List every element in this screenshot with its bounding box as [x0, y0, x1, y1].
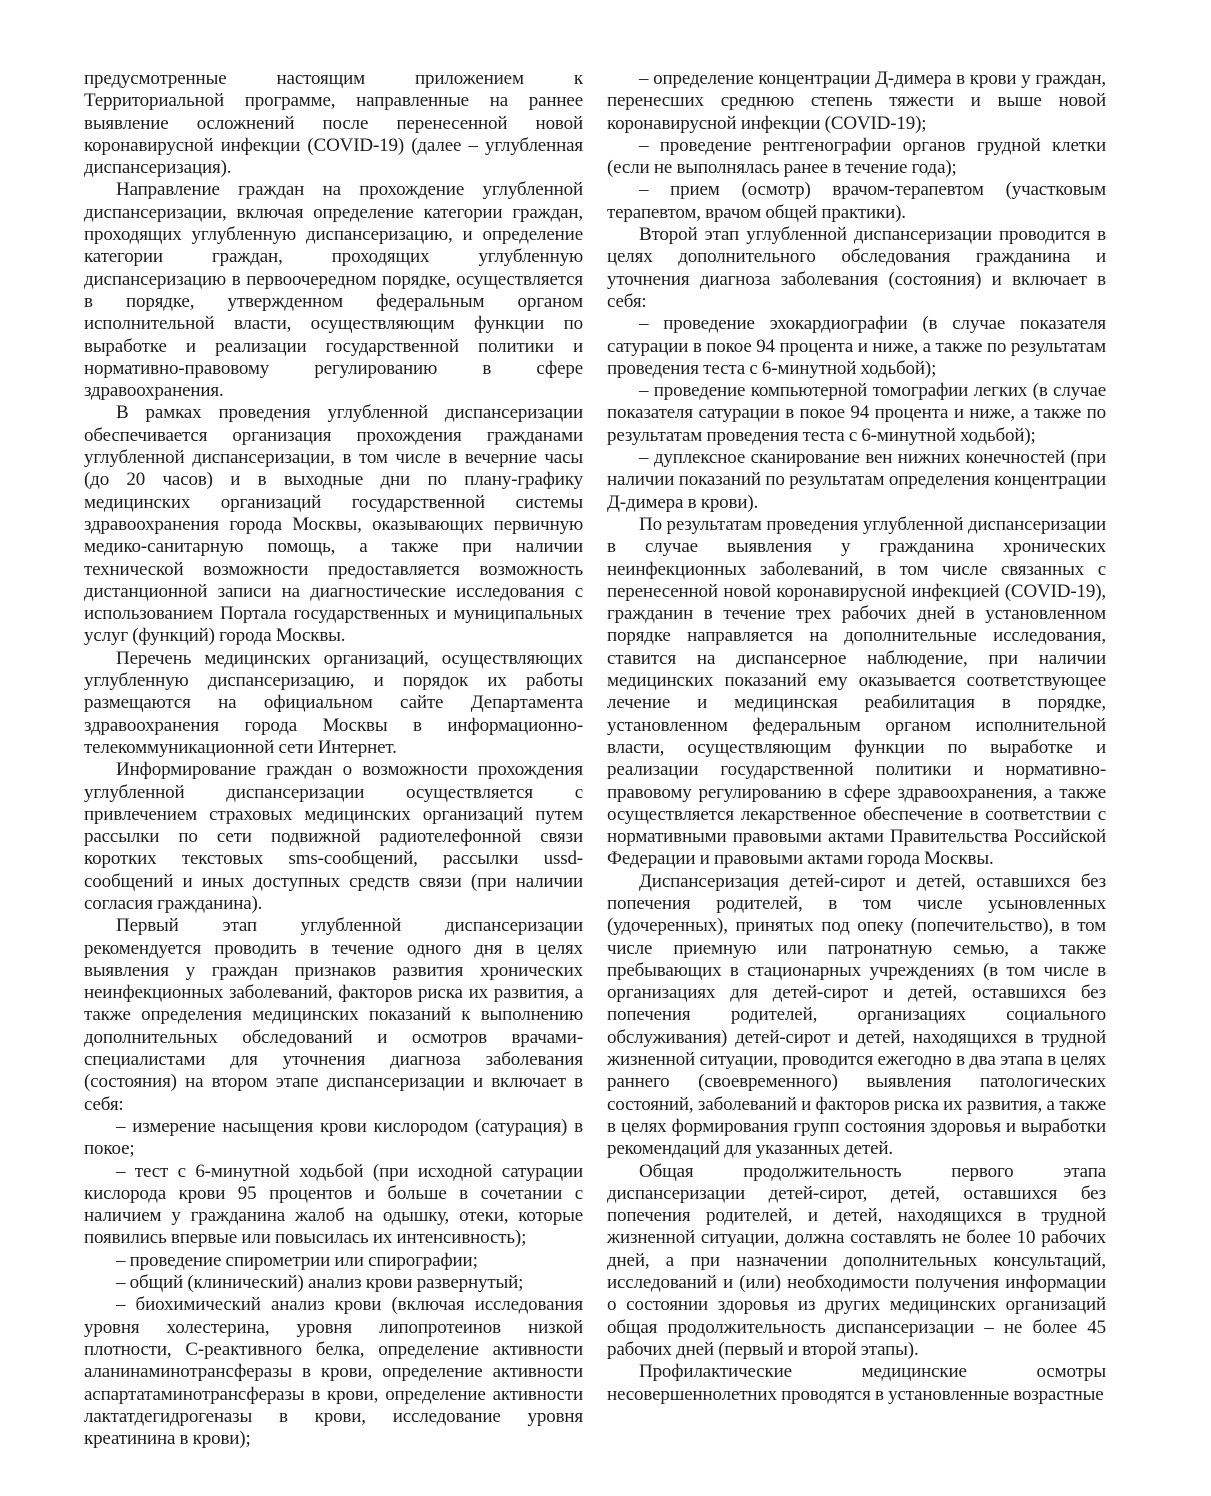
- paragraph: Информирование граждан о возможности прохождения углубленной диспансеризации осуществляется с привлечением страховых медицинских организаций путем рассылки по сети подвижной радиотелефонной связи коротких текстовых sms-сообщений, рассылки ussd-сообщений и иных доступных средств связи (при наличии согласия гражданина).: [84, 759, 583, 914]
- paragraph: – проведение компьютерной томографии легких (в случае показателя сатурации в покое 94 процента и ниже, а также по результатам проведения теста с 6-минутной ходьбой);: [607, 380, 1106, 446]
- paragraph: Профилактические медицинские осмотры несовершеннолетних проводятся в установленные возрастные: [607, 1361, 1106, 1405]
- two-column-text-block: [84, 68, 1106, 1450]
- paragraph: – биохимический анализ крови (включая исследования уровня холестерина, уровня липопротеинов низкой плотности, С-реактивного белка, определение активности аланинаминотрансферазы в крови, определение активности аспартатаминотрансферазы в крови, определение активности лактатдегидрогеназы в крови, исследование уровня креатинина в крови);: [84, 1294, 583, 1450]
- paragraph: – тест с 6-минутной ходьбой (при исходной сатурации кислорода крови 95 процентов и больше в сочетании с наличием у гражданина жалоб на одышку, отеки, которые появились впервые или повысилась их интенсивность);: [84, 1160, 583, 1249]
- right-column: [607, 68, 1106, 1450]
- paragraph: предусмотренные настоящим приложением к Территориальной программе, направленные на раннее выявление осложнений после перенесенной новой коронавирусной инфекции (COVID-19) (далее – углубленная диспансеризация).: [84, 68, 583, 179]
- paragraph: Первый этап углубленной диспансеризации рекомендуется проводить в течение одного дня в целях выявления у граждан признаков развития хронических неинфекционных заболеваний, факторов риска их развития, а также определения медицинских показаний к выполнению дополнительных обследований и осмотров врачами-специалистами для уточнения диагноза заболевания (состояния) на втором этапе диспансеризации и включает в себя:: [84, 915, 583, 1115]
- paragraph: По результатам проведения углубленной диспансеризации в случае выявления у гражданина хронических неинфекционных заболеваний, в том числе связанных с перенесенной новой коронавирусной инфекцией (COVID-19), гражданин в течение трех рабочих дней в установленном порядке направляется на дополнительные исследования, ставится на диспансерное наблюдение, при наличии медицинских показаний ему оказывается соответствующее лечение и медицинская реабилитация в порядке, установленном федеральным органом исполнительной власти, осуществляющим функции по выработке и реализации государственной политики и нормативно-правовому регулированию в сфере здравоохранения, а также осуществляется лекарственное обеспечение в соответствии с нормативными правовыми актами Правительства Российской Федерации и правовыми актами города Москвы.: [607, 513, 1106, 870]
- paragraph: – дуплексное сканирование вен нижних конечностей (при наличии показаний по результатам определения концентрации Д-димера в крови).: [607, 447, 1106, 513]
- paragraph: – проведение спирометрии или спирографии;: [116, 1249, 478, 1271]
- paragraph: – общий (клинический) анализ крови развернутый;: [116, 1272, 524, 1294]
- paragraph: Перечень медицинских организаций, осуществляющих углубленную диспансеризацию, и порядок их работы размещаются на официальном сайте Департамента здравоохранения города Москвы в информационно-телекоммуникационной сети Интернет.: [84, 647, 583, 758]
- paragraph: – измерение насыщения крови кислородом (сатурация) в покое;: [84, 1115, 583, 1160]
- paragraph: Второй этап углубленной диспансеризации проводится в целях дополнительного обследования гражданина и уточнения диагноза заболевания (состояния) и включает в себя:: [607, 224, 1106, 312]
- paragraph: – прием (осмотр) врачом-терапевтом (участковым терапевтом, врачом общей практики).: [607, 179, 1106, 223]
- paragraph: – проведение эхокардиографии (в случае показателя сатурации в покое 94 процента и ниже, а также по результатам проведения теста с 6-минутной ходьбой);: [607, 313, 1106, 379]
- paragraph: Направление граждан на прохождение углубленной диспансеризации, включая определение категории граждан, проходящих углубленную диспансеризацию, и определение категории граждан, проходящих углубленную диспансеризацию в первоочередном порядке, осуществляется в порядке, утвержденном федеральным органом исполнительной власти, осуществляющим функции по выработке и реализации государственной политики и нормативно-правовому регулированию в сфере здравоохранения.: [84, 179, 583, 402]
- left-column: [84, 68, 583, 1450]
- paragraph: – определение концентрации Д-димера в крови у граждан, перенесших среднюю степень тяжести и выше новой коронавирусной инфекции (COVID-19);: [607, 68, 1106, 134]
- paragraph: В рамках проведения углубленной диспансеризации обеспечивается организация прохождения гражданами углубленной диспансеризации, в том числе в вечерние часы (до 20 часов) и в выходные дни по плану-графику медицинских организаций государственной системы здравоохранения города Москвы, оказывающих первичную медико-санитарную помощь, а также при наличии технической возможности предоставляется возможность дистанционной записи на диагностические исследования с использованием Портала государственных и муниципальных услуг (функций) города Москвы.: [84, 402, 583, 647]
- paragraph: – проведение рентгенографии органов грудной клетки (если не выполнялась ранее в течение года);: [607, 134, 1106, 179]
- paragraph: Диспансеризация детей-сирот и детей, оставшихся без попечения родителей, в том числе усыновленных (удочеренных), принятых под опеку (попечительство), в том числе приемную или патронатную семью, а также пребывающих в стационарных учреждениях (в том числе в организациях для детей-сирот и детей, оставшихся без попечения родителей, организациях социального обслуживания) детей-сирот и детей, находящихся в трудной жизненной ситуации, проводится ежегодно в два этапа в целях раннего (своевременного) выявления патологических состояний, заболеваний и факторов риска их развития, а также в целях формирования групп состояния здоровья и выработки рекомендаций для указанных детей.: [607, 870, 1106, 1160]
- paragraph: Общая продолжительность первого этапа диспансеризации детей-сирот, детей, оставшихся без попечения родителей, и детей, находящихся в трудной жизненной ситуации, должна составлять не более 10 рабочих дней, а при назначении дополнительных консультаций, исследований и (или) необходимости получения информации о состоянии здоровья из других медицинских организаций общая продолжительность диспансеризации – не более 45 рабочих дней (первый и второй этапы).: [607, 1160, 1106, 1360]
